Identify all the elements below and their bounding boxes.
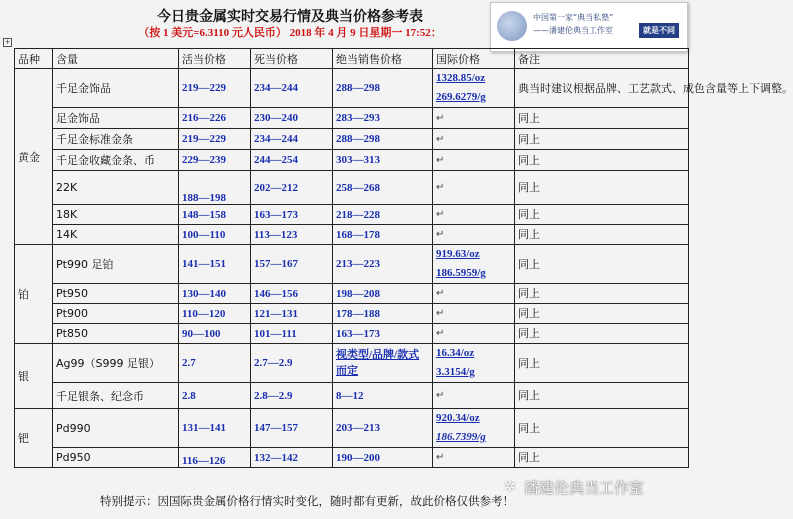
- note-cell: 同上: [515, 409, 689, 448]
- intl-price-cell: [433, 324, 515, 344]
- dead-price-cell: 2.7—2.9: [251, 344, 333, 383]
- intl-price-cell: [433, 108, 515, 129]
- dead-price-cell: 101—111: [251, 324, 333, 344]
- intl-price-cell: [433, 383, 515, 409]
- category-cell: 银: [15, 344, 53, 409]
- dead-price-cell: 113—123: [251, 225, 333, 245]
- note-cell: 同上: [515, 324, 689, 344]
- note-cell: 同上: [515, 304, 689, 324]
- item-name-cell: 22K: [53, 171, 179, 205]
- table-row: [15, 448, 689, 468]
- paragraph-mark-icon: ↵: [436, 390, 445, 401]
- item-name-cell: Pt990 足铂: [53, 245, 179, 284]
- intl-price-cell: [433, 171, 515, 205]
- item-name-cell: Pd990: [53, 409, 179, 448]
- exchange-rate-and-date: （按 1 美元=6.3110 元人民币） 2018 年 4 月 9 日星期一 17:52：: [138, 27, 442, 39]
- note-cell: 同上: [515, 383, 689, 409]
- intl-price-cell: [433, 245, 515, 284]
- paragraph-mark-icon: ↵: [436, 154, 445, 166]
- sale-price-cell: 163—173: [333, 324, 433, 344]
- paragraph-mark-icon: ↵: [436, 112, 445, 124]
- table-row: [15, 304, 689, 324]
- item-name-cell: 足金饰品: [53, 108, 179, 129]
- paragraph-mark-icon: ↵: [436, 328, 445, 339]
- table-row: [15, 284, 689, 304]
- header-sale-price: 绝当销售价格: [333, 49, 433, 69]
- dead-price-cell: 234—244: [251, 69, 333, 108]
- item-name-cell: 千足银条、纪念币: [53, 383, 179, 409]
- live-price-cell: 130—140: [179, 284, 251, 304]
- intl-price-per-oz: 1328.85/oz: [436, 72, 486, 84]
- table-row: [15, 409, 689, 448]
- note-cell: 同上: [515, 108, 689, 129]
- sale-price-cell: 168—178: [333, 225, 433, 245]
- sale-price-cell: 198—208: [333, 284, 433, 304]
- table-row: [15, 383, 689, 409]
- header-intl-price: 国际价格: [433, 49, 515, 69]
- intl-price-per-gram: 3.3154/g: [436, 366, 475, 378]
- item-name-cell: 千足金标准金条: [53, 129, 179, 150]
- table-row: [15, 129, 689, 150]
- note-cell: 同上: [515, 284, 689, 304]
- intl-price-per-oz: 919.63/oz: [436, 248, 480, 260]
- dead-price-cell: 132—142: [251, 448, 333, 468]
- sale-price-cell: 178—188: [333, 304, 433, 324]
- item-name-cell: 千足金收藏金条、币: [53, 150, 179, 171]
- note-cell: 同上: [515, 245, 689, 284]
- paragraph-mark-icon: ↵: [436, 229, 445, 240]
- note-cell: 同上: [515, 150, 689, 171]
- watermark: 潘建伦典当工作室: [524, 479, 645, 497]
- sale-price-cell: 视类型/品牌/款式而定: [333, 344, 433, 383]
- header-note: 备注: [515, 49, 689, 69]
- table-row: [15, 225, 689, 245]
- intl-price-per-oz: 920.34/oz: [436, 412, 480, 424]
- table-row: [15, 324, 689, 344]
- dead-price-cell: 157—167: [251, 245, 333, 284]
- header-category: 品种: [15, 49, 53, 69]
- document-title: 今日贵金属实时交易行情及典当价格参考表: [157, 9, 423, 25]
- sale-price-cell: 288—298: [333, 129, 433, 150]
- item-name-cell: Pt900: [53, 304, 179, 324]
- intl-price-cell: [433, 304, 515, 324]
- sale-price-cell: 8—12: [333, 383, 433, 409]
- sale-price-cell: 288—298: [333, 69, 433, 108]
- live-price-cell: 2.8: [179, 383, 251, 409]
- item-name-cell: 18K: [53, 205, 179, 225]
- logo-portrait-icon: [497, 11, 527, 41]
- note-cell: 同上: [515, 448, 689, 468]
- item-name-cell: 千足金饰品: [53, 69, 179, 108]
- sale-price-cell: 203—213: [333, 409, 433, 448]
- sale-price-cell: 218—228: [333, 205, 433, 225]
- live-price-cell: 131—141: [179, 409, 251, 448]
- item-name-cell: 14K: [53, 225, 179, 245]
- intl-price-cell: [433, 129, 515, 150]
- logo-badge: 就是不同: [639, 23, 679, 38]
- live-price-cell: 229—239: [179, 150, 251, 171]
- sale-price-cell: 283—293: [333, 108, 433, 129]
- sale-price-cell: 303—313: [333, 150, 433, 171]
- paragraph-mark-icon: ↵: [436, 308, 445, 319]
- price-table: [14, 48, 793, 468]
- paragraph-mark-icon: ↵: [436, 288, 445, 299]
- category-cell: 钯: [15, 409, 53, 468]
- note-cell: 同上: [515, 129, 689, 150]
- table-move-handle-icon[interactable]: +: [4, 38, 11, 46]
- dead-price-cell: 147—157: [251, 409, 333, 448]
- note-cell: 同上: [515, 225, 689, 245]
- intl-price-per-oz: 16.34/oz: [436, 347, 475, 359]
- item-name-cell: Ag99（S999 足银）: [53, 344, 179, 383]
- intl-price-per-gram: 269.6279/g: [436, 91, 486, 103]
- live-price-cell: 141—151: [179, 245, 251, 284]
- category-cell: 铂: [15, 245, 53, 344]
- wechat-icon: ✲: [504, 479, 516, 495]
- intl-price-cell: [433, 150, 515, 171]
- table-row: [15, 150, 689, 171]
- intl-price-cell: [433, 69, 515, 108]
- live-price-cell: 216—226: [179, 108, 251, 129]
- item-name-cell: Pt950: [53, 284, 179, 304]
- item-name-cell: Pd950: [53, 448, 179, 468]
- footer-notice: 特别提示：因国际贵金属价格行情实时变化，随时都有更新，故此价格仅供参考！: [100, 494, 514, 508]
- dead-price-cell: 146—156: [251, 284, 333, 304]
- category-cell: 黄金: [15, 69, 53, 245]
- live-price-cell: 219—229: [179, 129, 251, 150]
- header-live-price: 活当价格: [179, 49, 251, 69]
- live-price-cell: 116—126: [179, 448, 251, 468]
- dead-price-cell: 163—173: [251, 205, 333, 225]
- table-row: [15, 205, 689, 225]
- studio-logo: [490, 2, 688, 52]
- item-name-cell: Pt850: [53, 324, 179, 344]
- intl-price-per-gram: 186.7399/g: [436, 431, 486, 443]
- dead-price-cell: 202—212: [251, 171, 333, 205]
- dead-price-cell: 234—244: [251, 129, 333, 150]
- live-price-cell: 100—110: [179, 225, 251, 245]
- intl-price-per-gram: 186.5959/g: [436, 267, 486, 279]
- paragraph-mark-icon: ↵: [436, 133, 445, 145]
- intl-price-cell: [433, 344, 515, 383]
- live-price-cell: 110—120: [179, 304, 251, 324]
- table-row: [15, 69, 689, 108]
- note-cell: 典当时建议根据品牌、工艺款式、成色含量等上下调整。: [515, 69, 689, 108]
- intl-price-cell: [433, 284, 515, 304]
- sale-price-cell: 258—268: [333, 171, 433, 205]
- intl-price-cell: [433, 409, 515, 448]
- logo-line-1: 中国第一家“典当私塾”: [533, 13, 614, 22]
- live-price-cell: 188—198: [179, 171, 251, 205]
- dead-price-cell: 121—131: [251, 304, 333, 324]
- live-price-cell: 219—229: [179, 69, 251, 108]
- live-price-cell: 148—158: [179, 205, 251, 225]
- dead-price-cell: 244—254: [251, 150, 333, 171]
- paragraph-mark-icon: ↵: [436, 452, 445, 463]
- sale-price-cell: 190—200: [333, 448, 433, 468]
- paragraph-mark-icon: ↵: [436, 209, 445, 220]
- live-price-cell: 2.7: [179, 344, 251, 383]
- live-price-cell: 90—100: [179, 324, 251, 344]
- table-row: [15, 245, 689, 284]
- dead-price-cell: 230—240: [251, 108, 333, 129]
- intl-price-cell: [433, 205, 515, 225]
- table-header-row: [15, 49, 689, 69]
- paragraph-mark-icon: ↵: [436, 182, 445, 193]
- header-dead-price: 死当价格: [251, 49, 333, 69]
- note-cell: 同上: [515, 205, 689, 225]
- sale-price-cell: 213—223: [333, 245, 433, 284]
- table-row: [15, 171, 689, 205]
- header-content: 含量: [53, 49, 179, 69]
- table-row: [15, 108, 689, 129]
- note-cell: 同上: [515, 171, 689, 205]
- dead-price-cell: 2.8—2.9: [251, 383, 333, 409]
- note-cell: 同上: [515, 344, 689, 383]
- intl-price-cell: [433, 448, 515, 468]
- table-row: [15, 344, 689, 383]
- intl-price-cell: [433, 225, 515, 245]
- logo-line-2: ——潘建伦典当工作室: [533, 26, 613, 35]
